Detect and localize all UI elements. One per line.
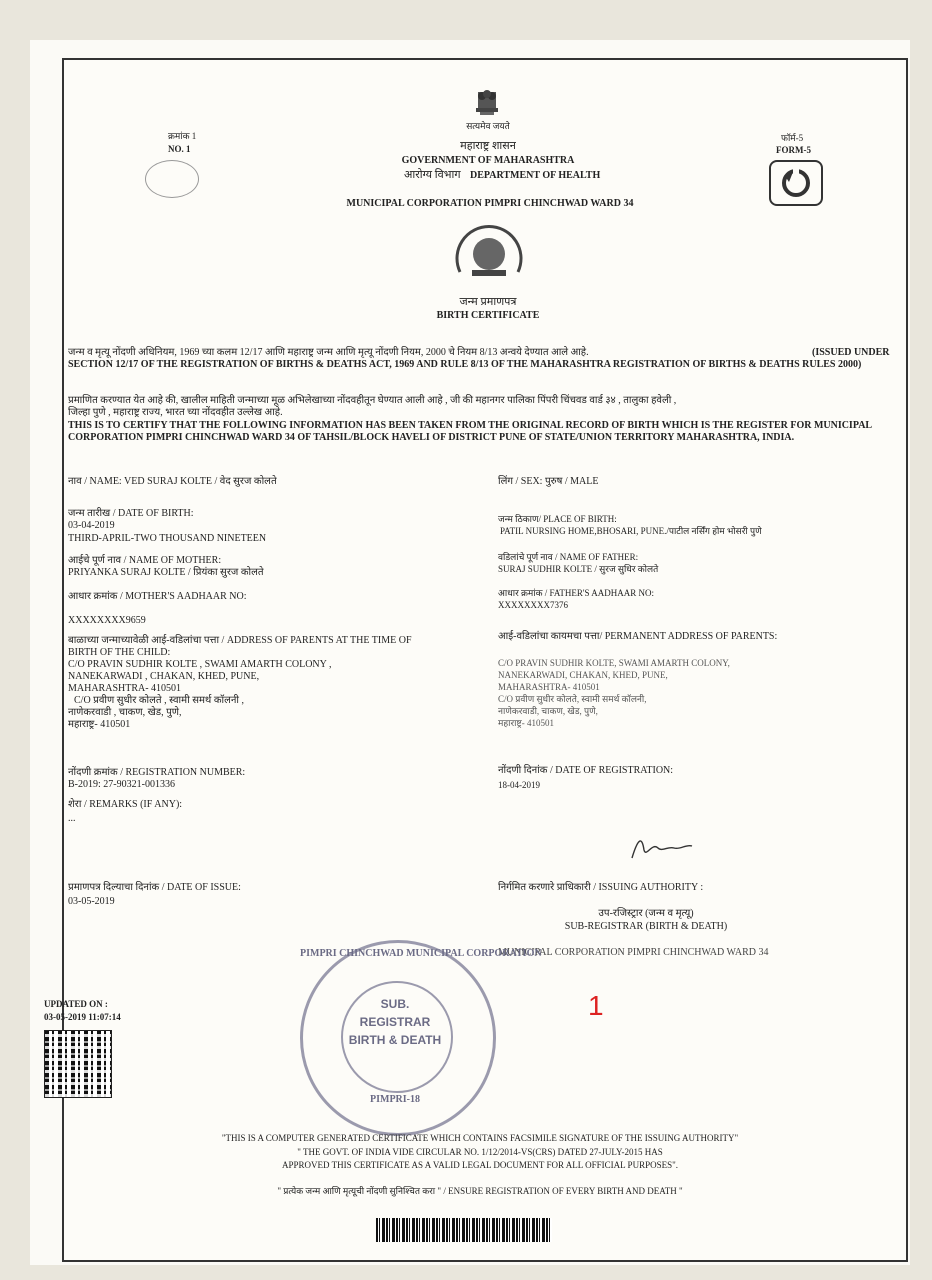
addr-perm-line: C/O PRAVIN SUDHIR KOLTE, SWAMI AMARTH COLONY, <box>498 658 730 668</box>
addr-birth-line: C/O PRAVIN SUDHIR KOLTE , SWAMI AMARTH COLONY , <box>68 659 332 670</box>
mother-label: आईचे पूर्ण नाव / NAME OF MOTHER: <box>68 555 222 566</box>
certificate-title: BIRTH CERTIFICATE <box>436 310 540 321</box>
issue-date: 03-05-2019 <box>68 896 115 907</box>
addr-perm-label: आई-वडिलांचा कायमचा पत्ता/ PERMANENT ADDRESS OF PARENTS: <box>498 631 778 642</box>
stamp-ring-bottom: PIMPRI-18 <box>370 1094 420 1105</box>
addr-birth-line: नाणेकरवाडी , चाकण, खेड, पुणे, <box>68 707 182 718</box>
recycle-logo-icon <box>769 160 823 206</box>
preamble-english-2: SECTION 12/17 OF THE REGISTRATION OF BIRTHS & DEATHS ACT, 1969 AND RULE 8/13 OF THE MAHARASHTRA REGISTRATION OF BIRTHS & DEATHS RULES 2000) <box>68 359 862 370</box>
stamp-line: REGISTRAR <box>359 1015 431 1029</box>
small-seal-icon <box>145 160 199 198</box>
corporation-name: MUNICIPAL CORPORATION PIMPRI CHINCHWAD WARD 34 <box>346 198 634 209</box>
footer-line-3: APPROVED THIS CERTIFICATE AS A VALID LEGAL DOCUMENT FOR ALL OFFICIAL PURPOSES". <box>281 1160 679 1170</box>
sex-field: लिंग / SEX: पुरुष / MALE <box>498 476 599 487</box>
addr-birth-label-1: बाळाच्या जन्माच्यावेळी आई-वडिलांचा पत्ता / ADDRESS OF PARENTS AT THE TIME OF <box>68 635 412 646</box>
father-name: SURAJ SUDHIR KOLTE / सुरज सुधिर कोलते <box>498 564 659 574</box>
stamp-center-text <box>330 995 460 1049</box>
addr-birth-line: महाराष्ट्र- 410501 <box>68 719 131 730</box>
authority-corporation: MUNICIPAL CORPORATION PIMPRI CHINCHWAD WARD 34 <box>498 947 769 958</box>
addr-birth-line: MAHARASHTRA- 410501 <box>68 683 182 694</box>
remarks-value: ... <box>68 813 76 824</box>
addr-birth-line: C/O प्रवीण सुधीर कोलते , स्वामी समर्थ कॉलनी , <box>74 695 245 706</box>
pob-value: PATIL NURSING HOME,BHOSARI, PUNE./पाटील नर्सिंग होम भोसरी पुणे <box>500 526 762 536</box>
certificate-no: NO. 1 <box>168 144 191 154</box>
dob-value: 03-04-2019 <box>68 520 115 531</box>
red-mark: 1 <box>588 990 604 1021</box>
certify-marathi-1: प्रमाणित करण्यात येत आहे की, खालील माहिती जन्माच्या मूळ अभिलेखाच्या नोंदवहीतून घेण्यात आली आहे , जी की महानगर पालिका पिंपरी चिंचवड वार्ड ३४ , तालुका हवेली , <box>68 395 677 406</box>
state-marathi: महाराष्ट्र शासन <box>460 140 516 152</box>
mother-name: PRIYANKA SURAJ KOLTE / प्रियंका सुरज कोलते <box>68 567 264 578</box>
stamp-line: SUB. <box>380 997 410 1011</box>
footer-slogan: " प्रत्येक जन्म आणि मृत्यूची नोंदणी सुनिश्चित करा " / ENSURE REGISTRATION OF EVERY BIRTH AND DEATH " <box>277 1186 683 1196</box>
emblem-caption: सत्यमेव जयते <box>466 121 510 131</box>
addr-perm-line: NANEKARWADI, CHAKAN, KHED, PUNE, <box>498 670 668 680</box>
authority-title: SUB-REGISTRAR (BIRTH & DEATH) <box>564 921 728 932</box>
dob-label: जन्म तारीख / DATE OF BIRTH: <box>68 508 194 519</box>
reg-no: B-2019: 27-90321-001336 <box>68 779 175 790</box>
addr-perm-line: महाराष्ट्र- 410501 <box>498 718 555 728</box>
reg-no-label: नोंदणी क्रमांक / REGISTRATION NUMBER: <box>68 767 246 778</box>
pob-label: जन्म ठिकाण/ PLACE OF BIRTH: <box>498 514 617 524</box>
addr-perm-line: MAHARASHTRA- 410501 <box>498 682 600 692</box>
addr-perm-line: C/O प्रवीण सुधीर कोलते, स्वामी समर्थ कॉलनी, <box>498 694 647 704</box>
issue-date-label: प्रमाणपत्र दिल्याचा दिनांक / DATE OF ISSUE: <box>68 882 241 893</box>
preamble-marathi: जन्म व मृत्यू नोंदणी अधिनियम, 1969 च्या कलम 12/17 आणि महाराष्ट्र जन्म आणि मृत्यू नोंदणी नियम, 2000 चे नियम 8/13 अन्वये देण्यात आले आहे. <box>68 347 589 358</box>
father-label: वडिलांचे पूर्ण नाव / NAME OF FATHER: <box>498 552 639 562</box>
corporation-logo-icon <box>452 222 526 286</box>
updated-label: UPDATED ON : <box>44 999 108 1009</box>
addr-perm-line: नाणेकरवाडी, चाकण, खेड, पुणे, <box>498 706 598 716</box>
mother-aadhaar: XXXXXXXX9659 <box>68 615 146 626</box>
no-marathi: क्रमांक 1 <box>168 131 197 141</box>
stamp-line: BIRTH & DEATH <box>348 1033 442 1047</box>
form-marathi: फॉर्म-5 <box>781 133 804 143</box>
authority-marathi: उप-रजिस्ट्रार (जन्म व मृत्यू) <box>598 908 694 919</box>
form-number: FORM-5 <box>776 145 811 155</box>
barcode <box>376 1218 552 1242</box>
addr-birth-line: NANEKARWADI , CHAKAN, KHED, PUNE, <box>68 671 260 682</box>
footer-line-1: "THIS IS A COMPUTER GENERATED CERTIFICATE WHICH CONTAINS FACSIMILE SIGNATURE OF THE ISSUING AUTHORITY" <box>221 1133 739 1143</box>
qr-code <box>44 1030 112 1098</box>
remarks-label: शेरा / REMARKS (IF ANY): <box>68 799 183 810</box>
addr-birth-label-2: BIRTH OF THE CHILD: <box>68 647 171 658</box>
preamble-english-1: (ISSUED UNDER <box>812 347 890 358</box>
title-marathi: जन्म प्रमाणपत्र <box>459 296 517 308</box>
certify-marathi-2: जिल्हा पुणे , महाराष्ट्र राज्य, भारत च्या नोंदवहीत उल्लेख आहे. <box>68 407 283 418</box>
father-aadhaar: XXXXXXXX7376 <box>498 600 568 610</box>
stamp-ring-text: PIMPRI CHINCHWAD MUNICIPAL CORPORATION <box>300 948 542 959</box>
mother-aadhaar-label: आधार क्रमांक / MOTHER'S AADHAAR NO: <box>68 591 247 602</box>
father-aadhaar-label: आधार क्रमांक / FATHER'S AADHAAR NO: <box>498 588 654 598</box>
reg-date-label: नोंदणी दिनांक / DATE OF REGISTRATION: <box>498 765 674 776</box>
updated-timestamp: 03-05-2019 11:07:14 <box>44 1012 121 1022</box>
ashoka-emblem-icon <box>470 88 504 122</box>
dept-marathi: आरोग्य विभाग <box>404 169 461 181</box>
state-name: GOVERNMENT OF MAHARASHTRA <box>401 155 575 166</box>
child-name: नाव / NAME: VED SURAJ KOLTE / वेद सुरज कोलते <box>68 476 277 487</box>
authority-label: निर्गमित करणारे प्राधिकारी / ISSUING AUTHORITY : <box>498 882 704 893</box>
certify-english-1: THIS IS TO CERTIFY THAT THE FOLLOWING INFORMATION HAS BEEN TAKEN FROM THE ORIGINAL RECORD OF BIRTH WHICH IS THE REGISTER FOR MUNICIPAL <box>68 420 873 431</box>
footer-line-2: " THE GOVT. OF INDIA VIDE CIRCULAR NO. 1/12/2014-VS(CRS) DATED 27-JULY-2015 HAS <box>297 1147 663 1157</box>
dept-name: DEPARTMENT OF HEALTH <box>470 170 601 181</box>
dob-words: THIRD-APRIL-TWO THOUSAND NINETEEN <box>68 533 267 544</box>
certify-english-2: CORPORATION PIMPRI CHINCHWAD WARD 34 OF TAHSIL/BLOCK HAVELI OF DISTRICT PUNE OF STATE/UNION TERRITORY MAHARASHTRA, INDIA. <box>68 432 795 443</box>
signature-mark <box>628 828 696 864</box>
reg-date: 18-04-2019 <box>498 780 540 790</box>
